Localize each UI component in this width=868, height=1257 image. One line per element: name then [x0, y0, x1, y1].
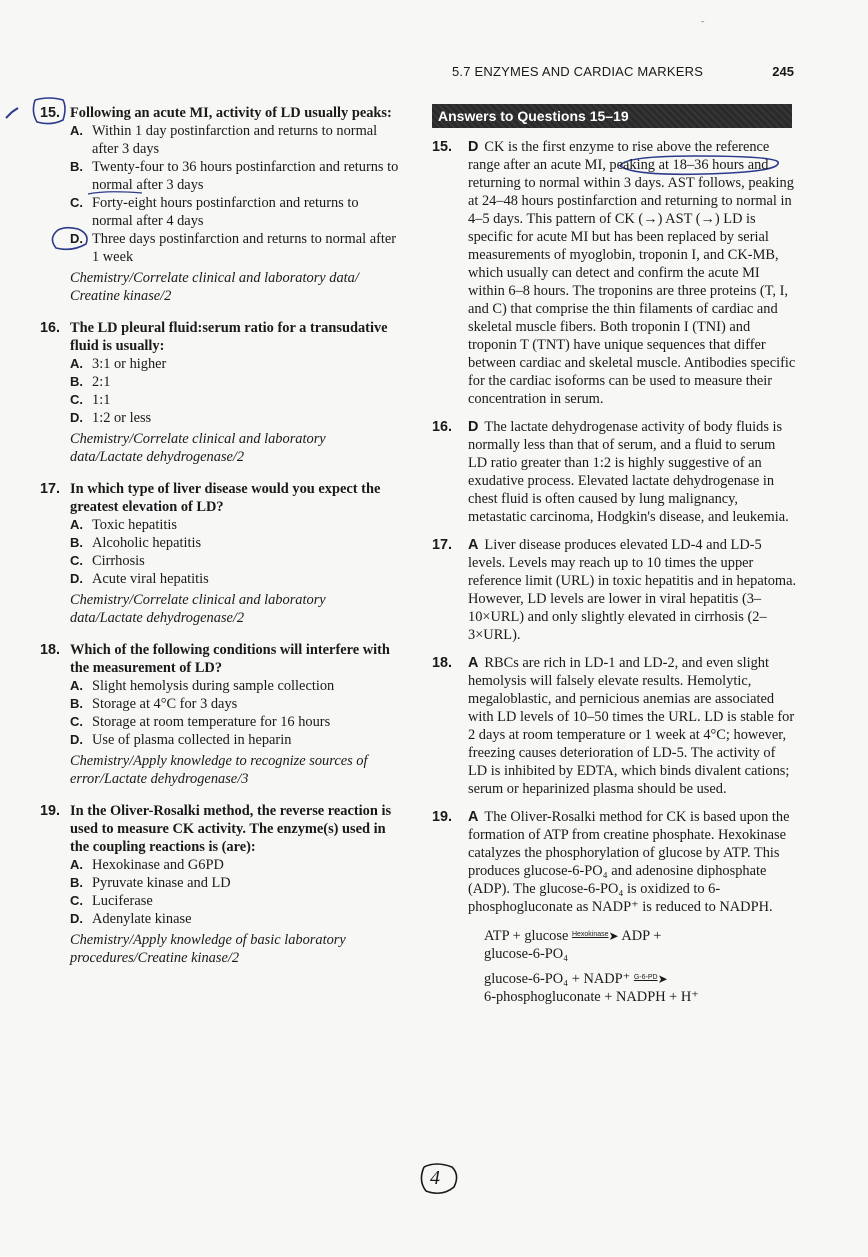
option-b	[70, 158, 402, 194]
option-text: Toxic hepatitis	[92, 517, 177, 533]
question-18	[40, 641, 402, 788]
option-text: Alcoholic hepatitis	[92, 535, 202, 551]
equation-continuation: 6-phosphogluconate + NADPH + H⁺	[484, 989, 699, 1005]
answer-number: 17.	[432, 537, 453, 553]
option-c	[70, 194, 402, 230]
answer-number: 16.	[432, 419, 453, 435]
option-letter: C.	[70, 195, 83, 210]
option-b	[70, 373, 402, 391]
option-letter: A.	[70, 678, 83, 693]
reaction-equation-2	[432, 969, 798, 1006]
option-text: Use of plasma collected in heparin	[92, 732, 292, 748]
question-text: In which type of liver disease would you expect the greatest elevation of LD?	[70, 481, 381, 515]
answers-column	[432, 138, 798, 1006]
equation-continuation: glucose-6-PO₄	[484, 946, 569, 962]
question-category: Chemistry/Apply knowledge of basic laboratory procedures/Creatine kinase/2	[70, 932, 346, 966]
answer-number: 18.	[432, 655, 453, 671]
option-letter: C.	[70, 553, 83, 568]
question-text: The LD pleural fluid:serum ratio for a transudative fluid is usually:	[70, 320, 388, 354]
option-letter: A.	[70, 123, 83, 138]
answer-letter: A	[468, 537, 479, 553]
option-text: Luciferase	[92, 893, 153, 909]
option-a	[70, 122, 402, 158]
option-a	[70, 516, 402, 534]
question-16	[40, 319, 402, 466]
question-number: 16.	[40, 320, 61, 336]
option-c	[70, 552, 402, 570]
answer-text: Liver disease produces elevated LD-4 and LD-5 levels. Levels may reach up to 10 times the upper reference limit (URL) in toxic hepatitis and in hepatoma. However, LD levels are lower in viral hepatitis (3–10×URL) and only slightly elevated in cirrhosis (2–3×URL).	[468, 537, 797, 643]
answers-heading: Answers to Questions 15–19	[432, 104, 792, 128]
option-d	[70, 570, 402, 588]
option-letter: D.	[70, 571, 83, 586]
option-c	[70, 892, 402, 910]
option-letter: B.	[70, 374, 83, 389]
option-letter: C.	[70, 392, 83, 407]
option-b	[70, 874, 402, 892]
option-letter: A.	[70, 517, 83, 532]
answer-19	[432, 808, 798, 916]
option-text: Hexokinase and G6PD	[92, 857, 224, 873]
answer-15	[432, 138, 798, 408]
answer-17	[432, 536, 798, 644]
option-letter: D.	[70, 410, 83, 425]
option-letter: B.	[70, 535, 83, 550]
option-text: Forty-eight hours postinfarction and returns to normal after 4 days	[92, 195, 359, 229]
enzyme-label: Hexokinase	[571, 931, 609, 938]
option-letter: D.	[70, 732, 83, 747]
option-d	[70, 409, 402, 427]
question-text: Following an acute MI, activity of LD usually peaks:	[70, 105, 392, 121]
option-text: Twenty-four to 36 hours postinfarction and returns to normal after 3 days	[92, 159, 399, 193]
question-number: 18.	[40, 642, 61, 658]
arrow-right-icon: ➤	[657, 972, 668, 986]
option-letter: C.	[70, 893, 83, 908]
option-text: Adenylate kinase	[92, 911, 192, 927]
option-letter: A.	[70, 356, 83, 371]
answer-number: 19.	[432, 809, 453, 825]
answer-text: The lactate dehydrogenase activity of body fluids is normally less than that of serum, and a fluid to serum LD ratio greater than 1:2 is highly suggestive of an exudative process. Elevated lactate dehydrogenase in chest fluid is often caused by lung malignancy, metastatic carcinoma, Hodgkin's disease, and leukemia.	[468, 419, 789, 525]
question-text: Which of the following conditions will interfere with the measurement of LD?	[70, 642, 390, 676]
option-b	[70, 534, 402, 552]
question-text: In the Oliver-Rosalki method, the reverse reaction is used to measure CK activity. The enzyme(s) used in the coupling reactions is (are):	[70, 803, 392, 855]
stray-mark: ˉ	[701, 20, 705, 31]
option-c	[70, 713, 402, 731]
handwritten-page-mark	[416, 1161, 462, 1202]
question-17	[40, 480, 402, 627]
option-letter: B.	[70, 696, 83, 711]
option-b	[70, 695, 402, 713]
option-letter: B.	[70, 875, 83, 890]
enzyme-label: G-6-PD	[633, 974, 658, 981]
option-letter: D.	[70, 231, 83, 246]
page-mark-digit: 4	[430, 1167, 440, 1189]
option-text: Within 1 day postinfarction and returns to normal after 3 days	[92, 123, 378, 157]
option-letter: D.	[70, 911, 83, 926]
option-c	[70, 391, 402, 409]
option-d	[70, 230, 402, 266]
option-a	[70, 856, 402, 874]
question-15	[40, 104, 402, 305]
option-text: 1:2 or less	[92, 410, 152, 426]
answer-text: The Oliver-Rosalki method for CK is based upon the formation of ATP from creatine phosphate. Hexokinase catalyzes the phosphorylation of glucose by ATP. This produces glucose-6-PO₄ and adenosine diphosphate (ADP). The glucose-6-PO₄ is oxidized to 6-phosphogluconate as NADP⁺ is reduced to NADPH.	[468, 809, 790, 915]
answer-letter: D	[468, 139, 479, 155]
option-text: Acute viral hepatitis	[92, 571, 209, 587]
question-category: Chemistry/Correlate clinical and laboratory data/Lactate dehydrogenase/2	[70, 431, 326, 465]
question-category: Chemistry/Apply knowledge to recognize sources of error/Lactate dehydrogenase/3	[70, 753, 368, 787]
option-d	[70, 731, 402, 749]
option-text: Cirrhosis	[92, 553, 145, 569]
option-letter: A.	[70, 857, 83, 872]
option-text: 2:1	[92, 374, 111, 390]
option-text: Three days postinfarction and returns to normal after 1 week	[92, 231, 397, 265]
question-19	[40, 802, 402, 967]
pen-check-mark-icon	[4, 104, 32, 122]
option-a	[70, 355, 402, 373]
option-a	[70, 677, 402, 695]
option-text: Storage at 4°C for 3 days	[92, 696, 238, 712]
question-category: Chemistry/Correlate clinical and laboratory data/ Creatine kinase/2	[70, 270, 359, 304]
questions-column	[40, 104, 402, 981]
option-text: Storage at room temperature for 16 hours	[92, 714, 331, 730]
answer-18	[432, 654, 798, 798]
question-number: 15.	[40, 105, 61, 121]
arrow-right-icon: ➤	[608, 929, 619, 943]
reaction-equation-1	[432, 926, 798, 963]
option-text: Pyruvate kinase and LD	[92, 875, 231, 891]
question-number: 17.	[40, 481, 61, 497]
question-number: 19.	[40, 803, 61, 819]
answer-16	[432, 418, 798, 526]
answer-letter: D	[468, 419, 479, 435]
option-letter: C.	[70, 714, 83, 729]
answer-text: RBCs are rich in LD-1 and LD-2, and even slight hemolysis will falsely elevate results. Hemolytic, megaloblastic, and pernicious anemias are associated with LD levels of 10–50 times the URL. LD is stable for 2 days at room temperature or 1 week at 4°C; however, freezing causes deterioration of LD-5. The activity of LD is inhibited by EDTA, which binds divalent cations; serum or heparinized plasma should be used.	[468, 655, 795, 797]
equation-left: ATP + glucose	[484, 928, 569, 944]
option-text: Slight hemolysis during sample collection	[92, 678, 335, 694]
answer-text: CK is the first enzyme to rise above the reference range after an acute MI, peaking at 18–36 hours and returning to normal within 3 days. AST follows, peaking at 24–48 hours postinfarction and returning to normal in 4–5 days. This pattern of CK (→) AST (→) LD is specific for acute MI but has been replaced by serial measurements of myoglobin, troponin I, and CK-MB, which usually can detect and confirm the acute MI within 6–8 hours. The troponins are three proteins (T, I, and C) that comprise the thin filaments of cardiac and skeletal muscle fibers. Both troponin I (TNI) and troponin T (TNT) have unique sequences that differ between cardiac and skeletal muscle. Antibodies specific for the cardiac isoforms can be used to measure their concentration in serum.	[468, 139, 796, 407]
page-number: 245	[772, 64, 794, 79]
running-header	[452, 64, 794, 84]
section-title: 5.7 ENZYMES AND CARDIAC MARKERS	[452, 64, 704, 79]
equation-left: glucose-6-PO₄ + NADP⁺	[484, 971, 631, 987]
option-text: 1:1	[92, 392, 111, 408]
option-letter: B.	[70, 159, 83, 174]
answer-number: 15.	[432, 139, 453, 155]
answer-letter: A	[468, 809, 479, 825]
equation-right: ADP +	[621, 928, 662, 944]
option-d	[70, 910, 402, 928]
question-category: Chemistry/Correlate clinical and laboratory data/Lactate dehydrogenase/2	[70, 592, 326, 626]
option-text: 3:1 or higher	[92, 356, 167, 372]
answer-letter: A	[468, 655, 479, 671]
